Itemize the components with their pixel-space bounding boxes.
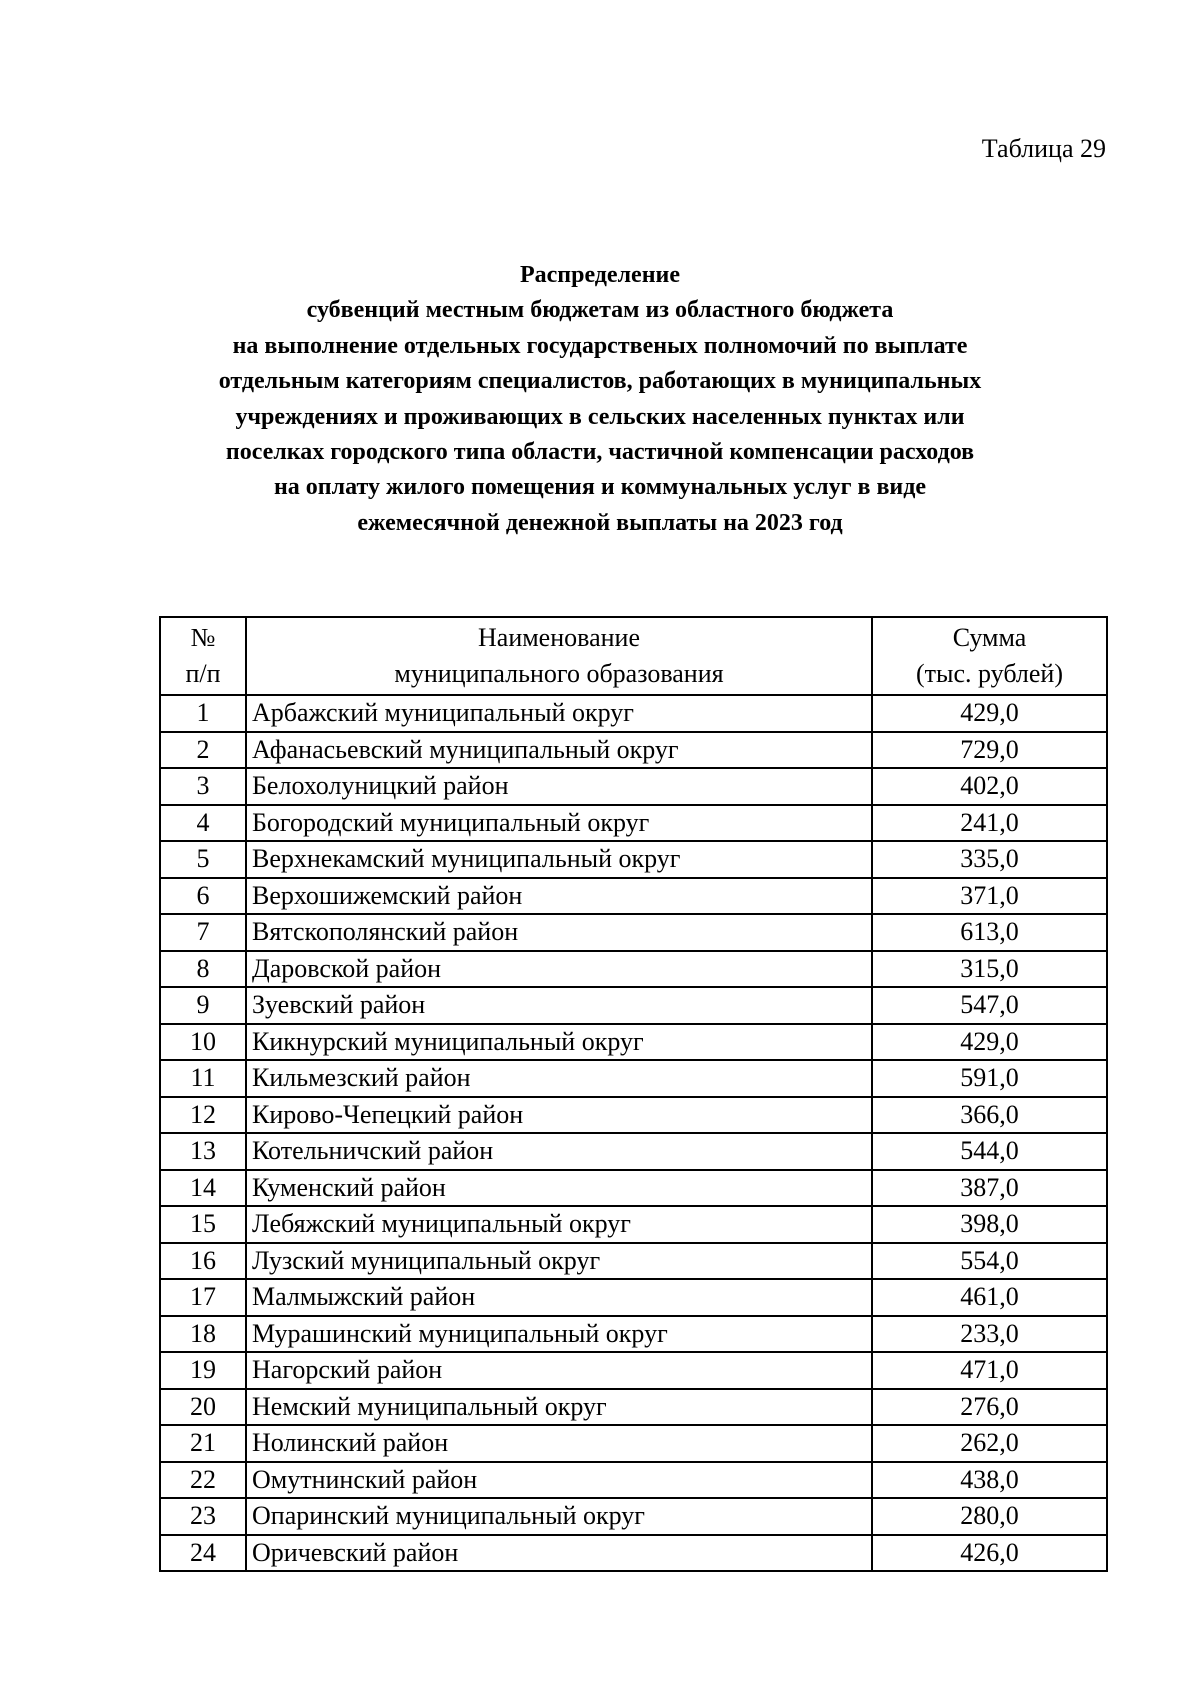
row-number-cell: 13: [160, 1133, 246, 1170]
amount-cell: 544,0: [872, 1133, 1107, 1170]
row-number-cell: 1: [160, 695, 246, 732]
document-heading: [150, 258, 1050, 541]
municipality-name-cell: Вятскополянский район: [246, 914, 872, 951]
amount-cell: 335,0: [872, 841, 1107, 878]
amount-cell: 315,0: [872, 951, 1107, 988]
table-number-label: Таблица 29: [981, 134, 1106, 163]
row-number-cell: 12: [160, 1097, 246, 1134]
municipality-name-cell: Мурашинский муниципальный округ: [246, 1316, 872, 1353]
amount-cell: 241,0: [872, 805, 1107, 842]
row-number-cell: 8: [160, 951, 246, 988]
row-number-cell: 4: [160, 805, 246, 842]
municipality-name-cell: Опаринский муниципальный округ: [246, 1498, 872, 1535]
municipality-name-cell: Куменский район: [246, 1170, 872, 1207]
table-row: [160, 732, 1107, 769]
municipality-name-cell: Омутнинский район: [246, 1462, 872, 1499]
municipality-name-cell: Даровской район: [246, 951, 872, 988]
table-row: [160, 1425, 1107, 1462]
header-sum: Сумма (тыс. рублей): [872, 617, 1107, 695]
row-number-cell: 6: [160, 878, 246, 915]
row-number-cell: 16: [160, 1243, 246, 1280]
row-number-cell: 23: [160, 1498, 246, 1535]
municipality-name-cell: Котельничский район: [246, 1133, 872, 1170]
amount-cell: 554,0: [872, 1243, 1107, 1280]
table-row: [160, 1535, 1107, 1572]
municipality-name-cell: Лузский муниципальный округ: [246, 1243, 872, 1280]
amount-cell: 429,0: [872, 695, 1107, 732]
row-number-cell: 21: [160, 1425, 246, 1462]
row-number-cell: 5: [160, 841, 246, 878]
row-number-cell: 22: [160, 1462, 246, 1499]
municipality-name-cell: Немский муниципальный округ: [246, 1389, 872, 1426]
amount-cell: 366,0: [872, 1097, 1107, 1134]
row-number-cell: 3: [160, 768, 246, 805]
table-row: [160, 805, 1107, 842]
municipality-name-cell: Кирово-Чепецкий район: [246, 1097, 872, 1134]
heading-line-2: субвенций местным бюджетам из областного бюджета: [306, 297, 894, 324]
municipality-name-cell: Зуевский район: [246, 987, 872, 1024]
table-row: [160, 1316, 1107, 1353]
table-body: [160, 695, 1107, 1571]
heading-line-6: поселках городского типа области, частичной компенсации расходов: [225, 439, 975, 466]
amount-cell: 371,0: [872, 878, 1107, 915]
row-number-cell: 7: [160, 914, 246, 951]
table-row: [160, 914, 1107, 951]
table-row: [160, 1243, 1107, 1280]
heading-line-3: на выполнение отдельных государственых полномочий по выплате: [232, 332, 968, 359]
municipality-name-cell: Оричевский район: [246, 1535, 872, 1572]
row-number-cell: 11: [160, 1060, 246, 1097]
table-row: [160, 1206, 1107, 1243]
municipality-name-cell: Арбажский муниципальный округ: [246, 695, 872, 732]
amount-cell: 233,0: [872, 1316, 1107, 1353]
table-row: [160, 768, 1107, 805]
amount-cell: 276,0: [872, 1389, 1107, 1426]
amount-cell: 461,0: [872, 1279, 1107, 1316]
municipality-name-cell: Богородский муниципальный округ: [246, 805, 872, 842]
row-number-cell: 14: [160, 1170, 246, 1207]
table-row: [160, 1279, 1107, 1316]
header-number: № п/п: [160, 617, 246, 695]
row-number-cell: 9: [160, 987, 246, 1024]
amount-cell: 262,0: [872, 1425, 1107, 1462]
municipality-name-cell: Нолинский район: [246, 1425, 872, 1462]
amount-cell: 398,0: [872, 1206, 1107, 1243]
table-row: [160, 1133, 1107, 1170]
table-row: [160, 1024, 1107, 1061]
amount-cell: 729,0: [872, 732, 1107, 769]
table-row: [160, 1097, 1107, 1134]
amount-cell: 591,0: [872, 1060, 1107, 1097]
row-number-cell: 17: [160, 1279, 246, 1316]
table-row: [160, 951, 1107, 988]
municipality-name-cell: Кикнурский муниципальный округ: [246, 1024, 872, 1061]
amount-cell: 547,0: [872, 987, 1107, 1024]
amount-cell: 387,0: [872, 1170, 1107, 1207]
heading-line-1: Распределение: [519, 262, 681, 288]
amount-cell: 426,0: [872, 1535, 1107, 1572]
table-row: [160, 695, 1107, 732]
amount-cell: 438,0: [872, 1462, 1107, 1499]
subvention-table: [159, 616, 1108, 1572]
heading-line-8: ежемесячной денежной выплаты на 2023 год: [357, 509, 843, 536]
municipality-name-cell: Белохолуницкий район: [246, 768, 872, 805]
row-number-cell: 2: [160, 732, 246, 769]
amount-cell: 429,0: [872, 1024, 1107, 1061]
amount-cell: 613,0: [872, 914, 1107, 951]
municipality-name-cell: Верхошижемский район: [246, 878, 872, 915]
amount-cell: 402,0: [872, 768, 1107, 805]
row-number-cell: 18: [160, 1316, 246, 1353]
heading-line-7: на оплату жилого помещения и коммунальных услуг в виде: [273, 474, 927, 501]
municipality-name-cell: Верхнекамский муниципальный округ: [246, 841, 872, 878]
table-row: [160, 1170, 1107, 1207]
municipality-name-cell: Кильмезский район: [246, 1060, 872, 1097]
table-header-row: [160, 617, 1107, 695]
municipality-name-cell: Нагорский район: [246, 1352, 872, 1389]
table-row: [160, 841, 1107, 878]
table-row: [160, 1060, 1107, 1097]
row-number-cell: 15: [160, 1206, 246, 1243]
amount-cell: 280,0: [872, 1498, 1107, 1535]
municipality-name-cell: Афанасьевский муниципальный округ: [246, 732, 872, 769]
row-number-cell: 19: [160, 1352, 246, 1389]
table-row: [160, 1389, 1107, 1426]
amount-cell: 471,0: [872, 1352, 1107, 1389]
heading-line-4: отдельным категориям специалистов, работающих в муниципальных: [218, 368, 982, 395]
row-number-cell: 10: [160, 1024, 246, 1061]
row-number-cell: 20: [160, 1389, 246, 1426]
table-row: [160, 1352, 1107, 1389]
header-name: Наименование муниципального образования: [246, 617, 872, 695]
heading-line-5: учреждениях и проживающих в сельских населенных пунктах или: [235, 403, 965, 430]
municipality-name-cell: Лебяжский муниципальный округ: [246, 1206, 872, 1243]
municipality-name-cell: Малмыжский район: [246, 1279, 872, 1316]
table-row: [160, 1462, 1107, 1499]
table-row: [160, 878, 1107, 915]
row-number-cell: 24: [160, 1535, 246, 1572]
table-row: [160, 987, 1107, 1024]
table-row: [160, 1498, 1107, 1535]
